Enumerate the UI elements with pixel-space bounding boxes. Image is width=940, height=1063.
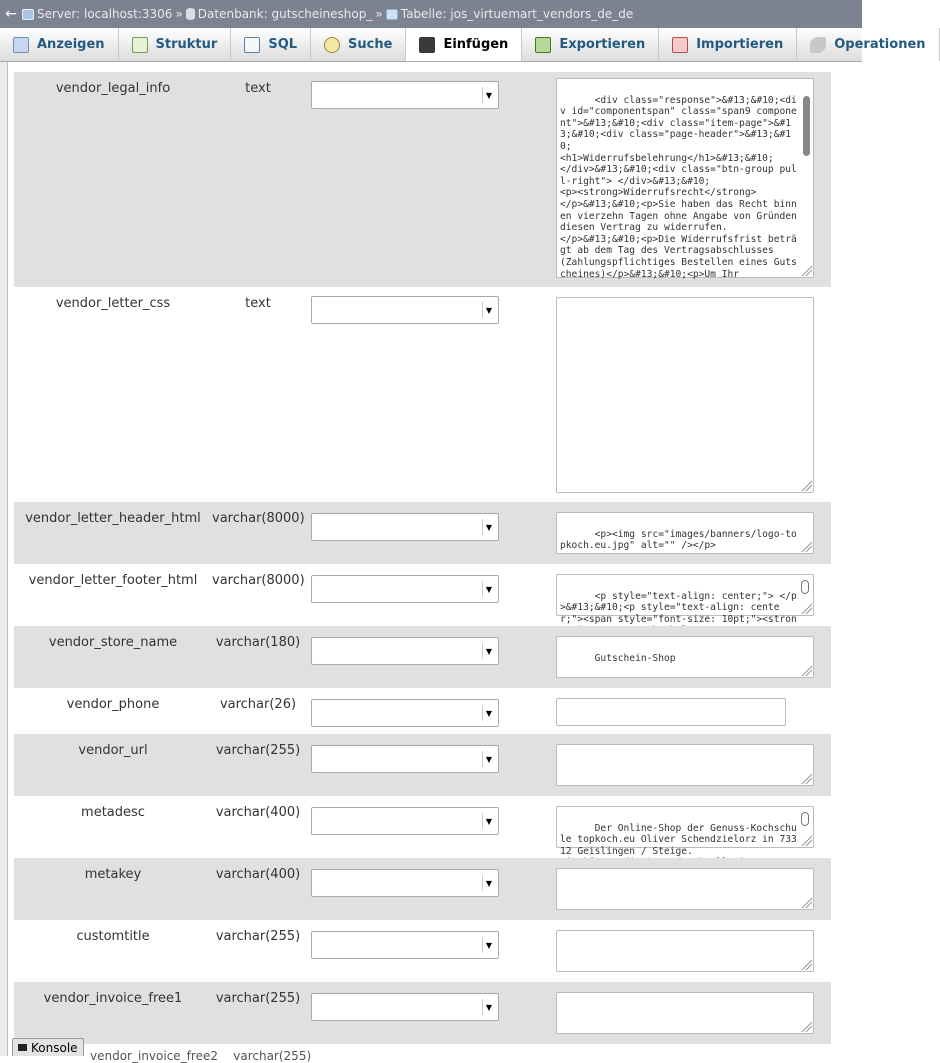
column-type: varchar(255) (215, 929, 301, 944)
function-select[interactable] (311, 637, 499, 665)
chevron-down-icon: ▼ (482, 999, 495, 1015)
table-row (14, 982, 831, 1044)
value-textarea[interactable]: <p style="text-align: center;"> </p>&#13;&#10;<p style="text-align: center;"><span style="font-size: 10pt;"><stron (556, 574, 814, 616)
table-row (14, 796, 831, 858)
tab-operationen[interactable]: Operationen (797, 28, 939, 61)
resize-handle-icon[interactable] (800, 896, 812, 908)
value-textarea[interactable]: <div class="response">&#13;&#10;<div id="componentspan" class="span9 component">&#13;&#10;<div class="item-page">&#13;&#10;<div class="page-header">&#13;&#10; <h1>Widerrufsbelehrung</h1>&#13;&#10; </div>&#13;&#10;<div class="btn-group pull-right"> </div>&#13;&#10; <p><strong>Widerrufsrecht</strong> </p>&#13;&#10;<p>Sie haben das Recht binnen vierzehn Tagen ohne Angabe von Gründen diesen Vertrag zu widerrufen. </p>&#13;&#10;<p>Die Widerrufsfrist beträgt ab dem Tag des Vertragsabschlusses (Zahlungspflichtiges Bestellen eines Gutscheines)</p>&#13;&#10;<p>Um Ihr (556, 78, 814, 278)
browse-icon (13, 37, 29, 53)
column-type: varchar(8000) (212, 573, 305, 588)
table-row: vendor_invoice_free2 varchar(255) (90, 1049, 312, 1063)
scrollbar[interactable] (801, 812, 809, 826)
database-icon (186, 8, 195, 20)
chevron-down-icon: ▼ (482, 875, 495, 891)
chevron-down-icon: ▼ (482, 937, 495, 953)
tab-struktur[interactable]: Struktur (119, 28, 232, 61)
import-icon (672, 37, 688, 53)
tab-bar (0, 28, 926, 62)
resize-handle-icon[interactable] (800, 479, 812, 491)
operations-icon (810, 37, 826, 53)
function-select[interactable] (311, 807, 499, 835)
function-select[interactable] (311, 513, 499, 541)
function-select[interactable] (311, 993, 499, 1021)
function-select[interactable] (311, 745, 499, 773)
column-type: varchar(180) (215, 635, 301, 650)
resize-handle-icon[interactable] (800, 958, 812, 970)
column-name: customtitle (76, 929, 150, 944)
chevron-down-icon: ▼ (482, 581, 495, 597)
value-textarea[interactable] (556, 297, 814, 493)
table-row (14, 564, 831, 626)
table-row (14, 688, 831, 734)
column-type: varchar(255) (215, 991, 301, 1006)
chevron-down-icon: ▼ (482, 643, 495, 659)
table-row (14, 920, 831, 982)
resize-handle-icon[interactable] (800, 664, 812, 676)
chevron-down-icon: ▼ (482, 519, 495, 535)
scrollbar[interactable] (802, 84, 811, 263)
console-toggle-button[interactable]: Konsole (12, 1038, 84, 1056)
column-name: metadesc (81, 805, 145, 820)
function-select[interactable] (311, 296, 499, 324)
breadcrumb-separator: » (175, 7, 183, 21)
table-row (14, 72, 831, 287)
value-textarea[interactable] (556, 868, 814, 910)
chevron-down-icon: ▼ (482, 751, 495, 767)
resize-handle-icon[interactable] (800, 1020, 812, 1032)
function-select[interactable] (311, 575, 499, 603)
column-name: vendor_legal_info (55, 81, 171, 96)
breadcrumb-server[interactable]: Server: localhost:3306 (22, 7, 172, 21)
table-row (14, 858, 831, 920)
server-icon (22, 9, 34, 20)
breadcrumb-database[interactable]: Datenbank: gutscheineshop_ (186, 7, 373, 21)
resize-handle-icon[interactable] (800, 264, 812, 276)
chevron-down-icon: ▼ (482, 813, 495, 829)
insert-form (8, 62, 862, 1056)
resize-handle-icon[interactable] (800, 540, 812, 552)
arrow-left-icon[interactable]: ← (5, 6, 17, 22)
chevron-down-icon: ▼ (482, 705, 495, 721)
structure-icon (132, 37, 148, 53)
column-name: vendor_url (78, 743, 148, 758)
sql-icon (244, 37, 260, 53)
column-name: vendor_letter_header_html (25, 511, 201, 526)
value-textarea[interactable] (556, 930, 814, 972)
resize-handle-icon[interactable] (800, 772, 812, 784)
resize-handle-icon[interactable] (800, 834, 812, 846)
column-type: text (245, 296, 271, 311)
tab-exportieren[interactable]: Exportieren (522, 28, 659, 61)
breadcrumb-separator: » (375, 7, 383, 21)
column-name: metakey (84, 867, 142, 882)
tab-suche[interactable]: Suche (311, 28, 406, 61)
tab-importieren[interactable]: Importieren (659, 28, 797, 61)
value-textarea[interactable]: <p><img src="images/banners/logo-topkoch.eu.jpg" alt="" /></p> (556, 512, 814, 554)
console-icon (18, 1044, 27, 1051)
column-name: vendor_letter_css (55, 296, 171, 311)
column-type: varchar(8000) (212, 511, 305, 526)
chevron-down-icon: ▼ (482, 87, 495, 103)
table-row (14, 734, 831, 796)
value-textarea[interactable] (556, 744, 814, 786)
column-type: varchar(26) (219, 697, 297, 712)
tab-sql[interactable]: SQL (231, 28, 311, 61)
table-icon (386, 9, 398, 20)
navigation-frame-edge (0, 62, 8, 1056)
column-type: text (245, 81, 271, 96)
breadcrumb-table[interactable]: Tabelle: jos_virtuemart_vendors_de_de (386, 7, 634, 21)
column-name: vendor_store_name (48, 635, 178, 650)
column-name: vendor_invoice_free1 (43, 991, 183, 1006)
column-type: varchar(400) (215, 867, 301, 882)
function-select[interactable] (311, 931, 499, 959)
column-type: varchar(400) (215, 805, 301, 820)
chevron-down-icon: ▼ (482, 302, 495, 318)
value-textarea[interactable]: Gutschein-Shop (556, 636, 814, 678)
export-icon (535, 37, 551, 53)
value-input[interactable] (556, 698, 786, 726)
column-name: vendor_phone (66, 697, 160, 712)
value-textarea[interactable] (556, 992, 814, 1034)
table-row (14, 626, 831, 688)
tab-anzeigen[interactable]: Anzeigen (0, 28, 119, 61)
function-select[interactable] (311, 869, 499, 897)
table-row (14, 287, 831, 502)
search-icon (324, 37, 340, 53)
insert-icon (419, 37, 435, 53)
resize-handle-icon[interactable] (800, 602, 812, 614)
tab-einfuegen[interactable]: Einfügen (406, 28, 522, 61)
value-textarea[interactable]: Der Online-Shop der Genuss-Kochschule topkoch.eu Oliver Schendzielorz in 73312 Geislingen / Steige. (556, 806, 814, 848)
table-row (14, 502, 831, 564)
breadcrumb (0, 0, 862, 28)
scrollbar[interactable] (801, 580, 809, 594)
function-select[interactable] (311, 699, 499, 727)
function-select[interactable] (311, 81, 499, 109)
column-type: varchar(255) (215, 743, 301, 758)
column-name: vendor_letter_footer_html (28, 573, 198, 588)
